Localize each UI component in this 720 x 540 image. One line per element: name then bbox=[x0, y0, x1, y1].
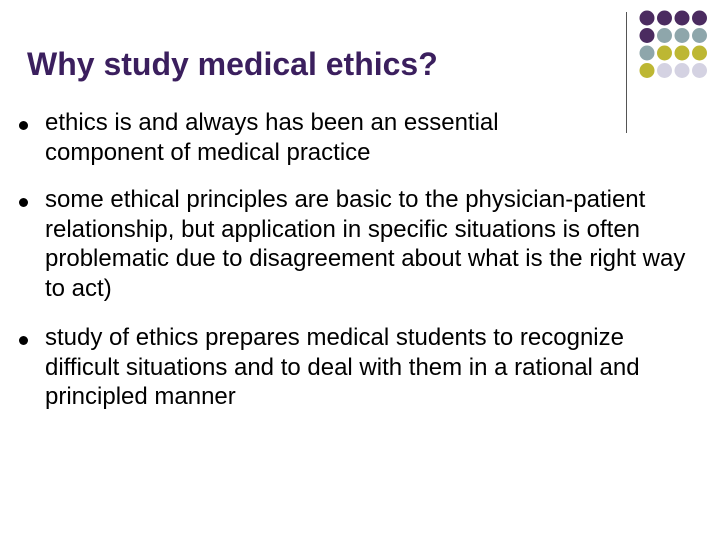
decorative-dot bbox=[692, 46, 707, 61]
decorative-dot bbox=[675, 11, 690, 26]
bullet-dot-icon bbox=[19, 336, 28, 345]
decorative-dot bbox=[657, 63, 672, 78]
bullet-text: study of ethics prepares medical students to recognize difficult situations and to deal with them in a rational and principled manner bbox=[45, 324, 640, 410]
slide-title: Why study medical ethics? bbox=[27, 46, 438, 82]
decorative-dot bbox=[657, 46, 672, 61]
bullet-text: ethics is and always has been an essential component of medical practice bbox=[45, 109, 499, 166]
bullet-text: some ethical principles are basic to the physician-patient relationship, but application in specific situations is often problematic due to disagreement about what is the right way to act) bbox=[45, 186, 686, 302]
bullet-dot-icon bbox=[19, 198, 28, 207]
decorative-dot bbox=[657, 11, 672, 26]
decorative-dot bbox=[640, 11, 655, 26]
decorative-dot bbox=[640, 46, 655, 61]
decorative-dot bbox=[675, 46, 690, 61]
decorative-dot bbox=[692, 28, 707, 43]
bullet-dot-icon bbox=[19, 121, 28, 130]
decorative-dot bbox=[640, 63, 655, 78]
decorative-dot bbox=[657, 28, 672, 43]
decorative-dot bbox=[675, 63, 690, 78]
decorative-dot bbox=[640, 28, 655, 43]
decorative-dot bbox=[692, 11, 707, 26]
decorative-dot bbox=[692, 63, 707, 78]
decorative-dot bbox=[675, 28, 690, 43]
